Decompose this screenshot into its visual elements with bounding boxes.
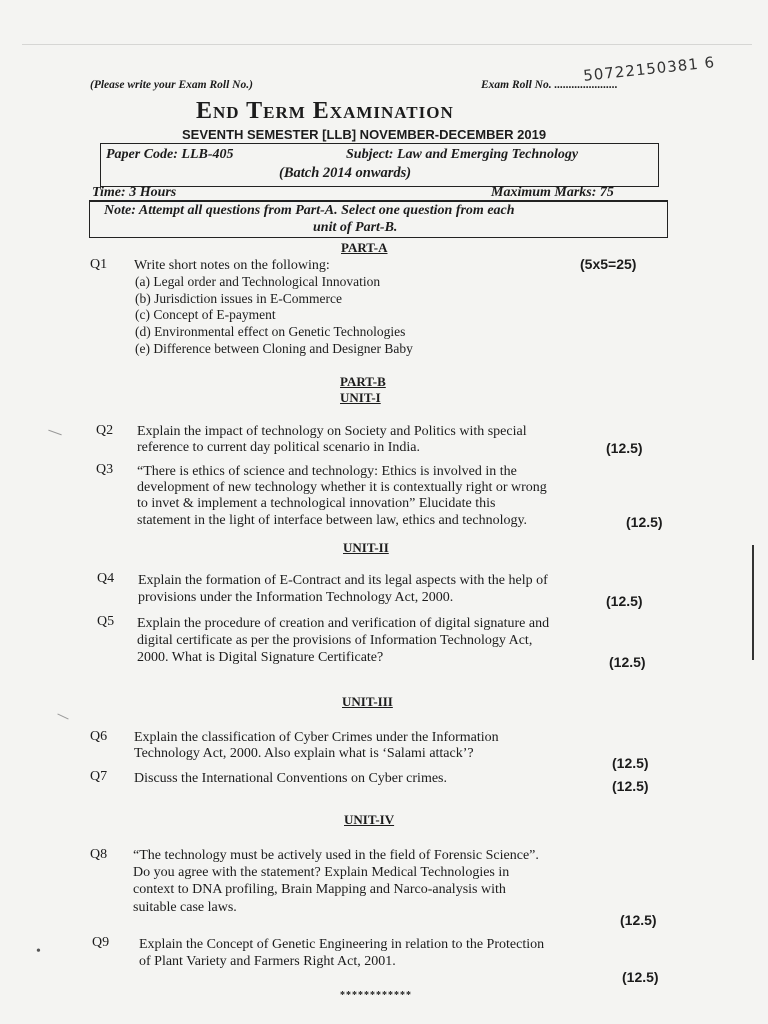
q8-number: Q8 (90, 847, 108, 862)
scan-edge-mark (752, 545, 754, 660)
q4-number: Q4 (97, 571, 115, 586)
handwritten-roll-number: 50722150381 6 (582, 53, 716, 85)
unit-4-heading: UNIT-IV (344, 812, 395, 827)
q3-line-1: “There is ethics of science and technology: Ethics is involved in the (137, 464, 517, 479)
q5-marks: (12.5) (609, 654, 646, 670)
q6-line-2: Technology Act, 2000. Also explain what is ‘Salami attack’? (134, 746, 474, 761)
note-line-2: unit of Part-B. (313, 220, 398, 235)
note-line-1: Note: Attempt all questions from Part-A. Select one question from each (104, 203, 515, 218)
q2-line-1: Explain the impact of technology on Society and Politics with special (137, 424, 527, 439)
q5-line-1: Explain the procedure of creation and verification of digital signature and (137, 616, 550, 631)
q5-line-2: digital certificate as per the provisions of Information Technology Act, (137, 633, 533, 648)
unit-3-heading: UNIT-III (342, 694, 393, 709)
q1-item-d: (d) Environmental effect on Genetic Technologies (135, 324, 406, 339)
paper-code: Paper Code: LLB-405 (106, 147, 234, 162)
q9-marks: (12.5) (622, 969, 659, 985)
q9-line-2: of Plant Variety and Farmers Right Act, 2001. (139, 954, 396, 969)
page-top-edge (22, 44, 752, 45)
time-allowed: Time: 3 Hours (92, 185, 177, 200)
q1-text: Write short notes on the following: (134, 258, 330, 273)
q4-line-1: Explain the formation of E-Contract and its legal aspects with the help of (138, 573, 548, 588)
exam-roll-label: Exam Roll No. ...................... (481, 79, 618, 91)
q4-marks: (12.5) (606, 593, 643, 609)
q7-marks: (12.5) (612, 778, 649, 794)
q4-line-2: provisions under the Information Technology Act, 2000. (138, 590, 454, 605)
q8-line-3: context to DNA profiling, Brain Mapping and Narco-analysis with (133, 882, 506, 897)
semester-line: SEVENTH SEMESTER [LLB] NOVEMBER-DECEMBER 2019 (182, 127, 547, 142)
q3-number: Q3 (96, 462, 114, 477)
q5-line-3: 2000. What is Digital Signature Certificate? (137, 650, 384, 665)
subject: Subject: Law and Emerging Technology (346, 147, 579, 162)
q6-number: Q6 (90, 729, 108, 744)
unit-1-heading: UNIT-I (340, 390, 381, 405)
q7-line-1: Discuss the International Conventions on Cyber crimes. (134, 771, 447, 786)
q6-line-1: Explain the classification of Cyber Crimes under the Information (134, 730, 499, 745)
q6-marks: (12.5) (612, 755, 649, 771)
q8-line-4: suitable case laws. (133, 900, 237, 915)
q1-item-a: (a) Legal order and Technological Innovation (135, 274, 381, 289)
q2-line-2: reference to current day political scenario in India. (137, 440, 420, 455)
q9-number: Q9 (92, 935, 110, 950)
q3-marks: (12.5) (626, 514, 663, 530)
unit-2-heading: UNIT-II (343, 540, 389, 555)
q1-item-c: (c) Concept of E-payment (135, 307, 276, 322)
q1-item-e: (e) Difference between Cloning and Designer Baby (135, 341, 413, 356)
margin-dot: • (36, 944, 41, 959)
q3-line-4: statement in the light of interface between law, ethics and technology. (137, 513, 528, 528)
q5-number: Q5 (97, 614, 115, 629)
q2-number: Q2 (96, 423, 114, 438)
q7-number: Q7 (90, 769, 108, 784)
q1-item-b: (b) Jurisdiction issues in E-Commerce (135, 291, 342, 306)
batch: (Batch 2014 onwards) (279, 165, 412, 181)
part-a-heading: PART-A (341, 240, 388, 255)
roll-instruction: (Please write your Exam Roll No.) (90, 79, 253, 91)
q2-marks: (12.5) (606, 440, 643, 456)
q9-line-1: Explain the Concept of Genetic Engineering in relation to the Protection (139, 937, 545, 952)
exam-title: End Term Examination (196, 98, 454, 124)
maximum-marks: Maximum Marks: 75 (491, 185, 614, 200)
margin-tick (57, 714, 68, 720)
q8-line-2: Do you agree with the statement? Explain Medical Technologies in (133, 865, 510, 880)
q8-line-1: “The technology must be actively used in the field of Forensic Science”. (133, 848, 539, 863)
q3-line-3: to invet & implement a technological innovation” Elucidate this (137, 496, 496, 511)
part-b-heading: PART-B (340, 374, 386, 389)
q1-marks: (5x5=25) (580, 256, 637, 272)
end-of-paper-mark: ************ (340, 990, 412, 1001)
margin-tick (48, 430, 61, 436)
q8-marks: (12.5) (620, 912, 657, 928)
q1-number: Q1 (90, 257, 108, 272)
q3-line-2: development of new technology whether it is contextually right or wrong (137, 480, 547, 495)
